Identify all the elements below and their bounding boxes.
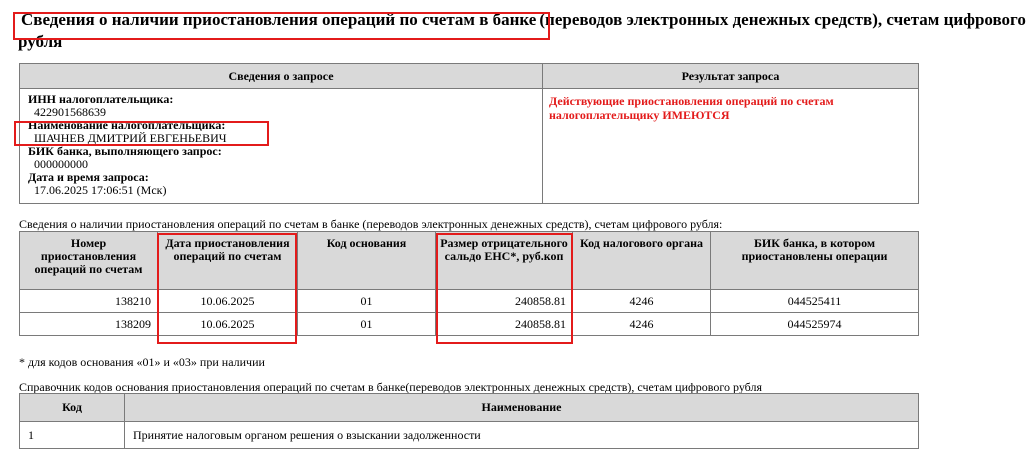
table-row xyxy=(20,422,919,449)
table-row xyxy=(20,313,919,336)
bik-label: БИК банка, выполняющего запрос: xyxy=(28,144,222,158)
reference-table-caption: Справочник кодов основания приостановления операций по счетам в банке(переводов электронных денежных средств), счетам цифрового рубля xyxy=(19,380,762,394)
col-header-balance: Размер отрицательного сальдо ЕНС*, руб.коп xyxy=(436,232,573,290)
ref-col-header-code: Код xyxy=(20,394,125,422)
inn-label: ИНН налогоплательщика: xyxy=(28,92,174,106)
col-header-tax-authority: Код налогового органа xyxy=(573,232,711,290)
ref-cell-code: 1 xyxy=(20,422,125,449)
cell-basis-code: 01 xyxy=(298,313,436,336)
bik-value: 000000000 xyxy=(34,157,88,171)
cell-bank-bik: 044525974 xyxy=(711,313,919,336)
document-title xyxy=(18,10,1026,29)
cell-balance: 240858.81 xyxy=(436,290,573,313)
table-row xyxy=(20,290,919,313)
footnote: * для кодов основания «01» и «03» при наличии xyxy=(19,355,265,369)
cell-basis-code: 01 xyxy=(298,290,436,313)
taxpayer-name-value: ШАЧНЕВ ДМИТРИЙ ЕВГЕНЬЕВИЧ xyxy=(34,131,227,145)
result-line-2: налогоплательщику ИМЕЮТСЯ xyxy=(549,108,730,122)
cell-tax-authority: 4246 xyxy=(573,313,711,336)
cell-date: 10.06.2025 xyxy=(158,313,298,336)
suspension-table xyxy=(19,231,919,336)
cell-bank-bik: 044525411 xyxy=(711,290,919,313)
cell-balance: 240858.81 xyxy=(436,313,573,336)
document-title-rest: (переводов электронных денежных средств), счетам цифрового xyxy=(539,10,1026,29)
request-header: Сведения о запросе xyxy=(20,64,543,89)
cell-tax-authority: 4246 xyxy=(573,290,711,313)
request-result xyxy=(543,89,919,204)
cell-date: 10.06.2025 xyxy=(158,290,298,313)
taxpayer-name-label: Наименование налогоплательщика: xyxy=(28,118,226,132)
col-header-bank-bik: БИК банка, в котором приостановлены операции xyxy=(711,232,919,290)
request-datetime-value: 17.06.2025 17:06:51 (Мск) xyxy=(34,183,167,197)
result-header: Результат запроса xyxy=(543,64,919,89)
inn-value: 422901568639 xyxy=(34,105,106,119)
request-info-table xyxy=(19,63,919,204)
basis-code-reference-table xyxy=(19,393,919,449)
col-header-basis-code: Код основания xyxy=(298,232,436,290)
col-header-date: Дата приостановления операций по счетам xyxy=(158,232,298,290)
document-title-main: Сведения о наличии приостановления операций по счетам в банке xyxy=(21,10,537,29)
ref-cell-name: Принятие налоговым органом решения о взыскании задолженности xyxy=(125,422,919,449)
request-datetime-label: Дата и время запроса: xyxy=(28,170,149,184)
document-title-line2: рубля xyxy=(18,32,63,51)
cell-number: 138209 xyxy=(20,313,158,336)
suspension-table-caption: Сведения о наличии приостановления операций по счетам в банке (переводов электронных денежных средств), счетам цифрового рубля: xyxy=(19,217,723,231)
ref-col-header-name: Наименование xyxy=(125,394,919,422)
cell-number: 138210 xyxy=(20,290,158,313)
result-line-1: Действующие приостановления операций по счетам xyxy=(549,94,834,108)
col-header-number: Номер приостановления операций по счетам xyxy=(20,232,158,290)
request-details xyxy=(20,89,543,204)
